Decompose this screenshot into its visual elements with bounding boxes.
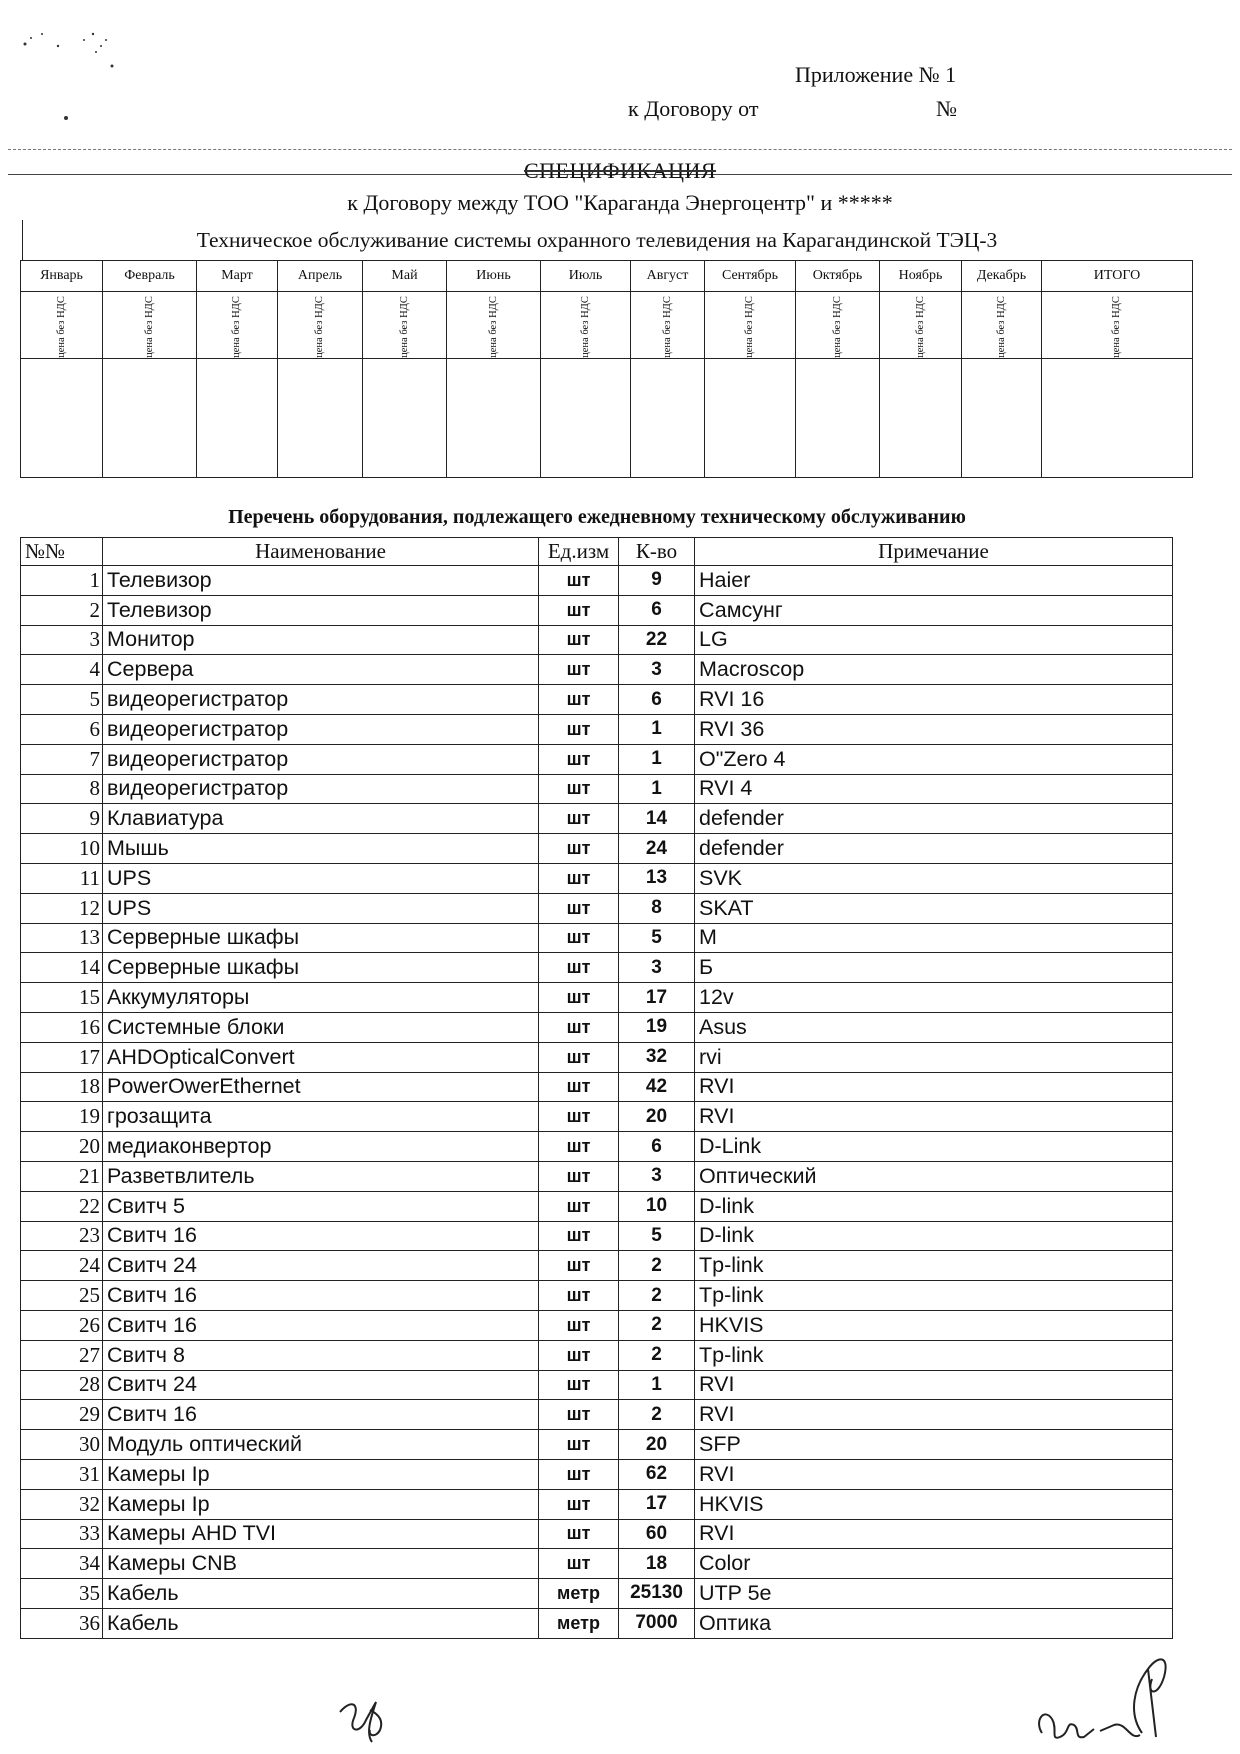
item-quantity: 5 [619,1221,695,1251]
item-name: Модуль оптический [103,1430,539,1460]
item-unit: шт [539,1430,619,1460]
item-name: Свитч 5 [103,1191,539,1221]
item-quantity: 18 [619,1549,695,1579]
item-unit: шт [539,893,619,923]
price-without-vat-label: цена без НДС [661,296,673,358]
row-number: 36 [21,1608,103,1638]
item-unit: шт [539,1221,619,1251]
month-header: Ноябрь [880,261,962,292]
table-row [21,1430,1173,1460]
item-name: Системные блоки [103,1012,539,1042]
row-number: 10 [21,834,103,864]
month-header: Январь [21,261,103,292]
month-header: Август [631,261,705,292]
item-quantity: 2 [619,1340,695,1370]
table-row [21,566,1173,596]
row-number: 29 [21,1400,103,1430]
item-name: Свитч 16 [103,1281,539,1311]
table-row [21,714,1173,744]
item-quantity: 6 [619,595,695,625]
price-value-row [21,359,1193,478]
row-number: 31 [21,1459,103,1489]
item-note: RVI [695,1102,1173,1132]
table-row [21,1549,1173,1579]
row-number: 3 [21,625,103,655]
row-number: 27 [21,1340,103,1370]
item-note: SFP [695,1430,1173,1460]
item-name: AHDOpticalConvert [103,1042,539,1072]
item-note: Оптический [695,1161,1173,1191]
price-cell[interactable] [962,359,1042,478]
price-without-vat-label: цена без НДС [831,296,843,358]
item-unit: шт [539,774,619,804]
row-number: 34 [21,1549,103,1579]
row-number: 7 [21,744,103,774]
equipment-header-row [21,538,1173,566]
month-header-row [21,261,1193,292]
note-column-header: Примечание [695,538,1173,566]
item-quantity: 8 [619,893,695,923]
item-unit: шт [539,655,619,685]
contract-number-label: № [936,96,957,121]
table-row [21,1102,1173,1132]
item-quantity: 9 [619,566,695,596]
item-unit: шт [539,1191,619,1221]
price-without-vat-label: цена без НДС [313,296,325,358]
item-note: RVI [695,1400,1173,1430]
table-row [21,923,1173,953]
table-row [21,655,1173,685]
scan-dashed-line [8,149,1232,150]
item-unit: шт [539,744,619,774]
item-note: RVI [695,1519,1173,1549]
item-quantity: 14 [619,804,695,834]
item-name: Кабель [103,1608,539,1638]
row-number: 28 [21,1370,103,1400]
item-quantity: 1 [619,774,695,804]
item-quantity: 3 [619,655,695,685]
item-name: Свитч 16 [103,1400,539,1430]
row-number: 22 [21,1191,103,1221]
item-quantity: 6 [619,1132,695,1162]
item-quantity: 1 [619,714,695,744]
month-header: Апрель [278,261,363,292]
spec-subtitle: к Договору между ТОО "Караганда Энергоцентр" и ***** [347,190,893,215]
row-number: 30 [21,1430,103,1460]
item-unit: метр [539,1579,619,1609]
item-note: Самсунг [695,595,1173,625]
item-name: Серверные шкафы [103,923,539,953]
item-name: Свитч 16 [103,1221,539,1251]
item-note: Asus [695,1012,1173,1042]
item-note: UTP 5e [695,1579,1173,1609]
item-note: D-Link [695,1132,1173,1162]
item-name: видеорегистратор [103,774,539,804]
item-name: грозащита [103,1102,539,1132]
row-number: 35 [21,1579,103,1609]
item-unit: шт [539,1549,619,1579]
item-name: Аккумуляторы [103,983,539,1013]
table-row [21,1221,1173,1251]
item-quantity: 3 [619,1161,695,1191]
item-name: Серверные шкафы [103,953,539,983]
row-number: 14 [21,953,103,983]
table-row [21,1310,1173,1340]
item-name: Свитч 16 [103,1310,539,1340]
item-name: UPS [103,893,539,923]
item-unit: шт [539,863,619,893]
item-quantity: 10 [619,1191,695,1221]
row-number: 21 [21,1161,103,1191]
item-note: Оптика [695,1608,1173,1638]
row-number: 1 [21,566,103,596]
row-number: 20 [21,1132,103,1162]
item-note: Haier [695,566,1173,596]
table-row [21,774,1173,804]
contract-reference-label: к Договору от [628,96,759,121]
item-quantity: 13 [619,863,695,893]
table-row [21,804,1173,834]
price-cell[interactable] [21,359,103,478]
item-name: видеорегистратор [103,685,539,715]
item-unit: шт [539,923,619,953]
item-name: видеорегистратор [103,744,539,774]
table-row [21,1072,1173,1102]
item-unit: шт [539,834,619,864]
item-quantity: 2 [619,1310,695,1340]
row-number: 2 [21,595,103,625]
month-header: Октябрь [796,261,880,292]
item-quantity: 17 [619,1489,695,1519]
item-unit: шт [539,983,619,1013]
row-number: 11 [21,863,103,893]
price-subheader-row [21,292,1193,359]
item-name: Камеры AHD TVI [103,1519,539,1549]
month-header: Июль [541,261,631,292]
item-name: Камеры CNB [103,1549,539,1579]
price-without-vat-label: цена без НДС [230,296,242,358]
item-note: LG [695,625,1173,655]
row-number: 16 [21,1012,103,1042]
row-number: 19 [21,1102,103,1132]
table-row [21,1132,1173,1162]
item-quantity: 60 [619,1519,695,1549]
row-number: 6 [21,714,103,744]
item-name: Свитч 8 [103,1340,539,1370]
price-without-vat-label: цена без НДС [487,296,499,358]
total-header: ИТОГО [1042,261,1193,292]
table-row [21,953,1173,983]
item-note: SVK [695,863,1173,893]
item-note: Tp-link [695,1251,1173,1281]
item-name: Монитор [103,625,539,655]
table-row [21,1519,1173,1549]
item-note: Tp-link [695,1281,1173,1311]
item-unit: шт [539,1310,619,1340]
row-number: 26 [21,1310,103,1340]
item-name: медиаконвертор [103,1132,539,1162]
table-row [21,1012,1173,1042]
table-row [21,685,1173,715]
item-note: defender [695,804,1173,834]
item-unit: шт [539,1340,619,1370]
table-row [21,1370,1173,1400]
row-number: 15 [21,983,103,1013]
item-quantity: 42 [619,1072,695,1102]
item-quantity: 19 [619,1012,695,1042]
price-cell[interactable] [447,359,541,478]
item-unit: шт [539,1161,619,1191]
item-quantity: 7000 [619,1608,695,1638]
item-unit: шт [539,1012,619,1042]
item-unit: шт [539,1102,619,1132]
table-row [21,863,1173,893]
item-note: RVI 36 [695,714,1173,744]
table-row [21,1340,1173,1370]
item-note: Tp-link [695,1340,1173,1370]
table-row [21,1608,1173,1638]
item-name: Клавиатура [103,804,539,834]
signature-mark [1030,1625,1180,1750]
item-unit: шт [539,1132,619,1162]
price-cell[interactable] [631,359,705,478]
item-quantity: 24 [619,834,695,864]
contract-reference [628,96,957,122]
item-unit: шт [539,1251,619,1281]
item-note: RVI [695,1459,1173,1489]
month-header: Март [197,261,278,292]
item-note: HKVIS [695,1310,1173,1340]
item-note: RVI [695,1370,1173,1400]
item-name: Сервера [103,655,539,685]
item-note: D-link [695,1191,1173,1221]
month-header: Февраль [103,261,197,292]
item-name: Свитч 24 [103,1251,539,1281]
month-header: Май [363,261,447,292]
item-unit: шт [539,595,619,625]
quantity-column-header: К-во [619,538,695,566]
month-header: Декабрь [962,261,1042,292]
item-unit: метр [539,1608,619,1638]
table-row [21,1579,1173,1609]
item-unit: шт [539,714,619,744]
table-row [21,834,1173,864]
price-cell[interactable] [541,359,631,478]
item-quantity: 20 [619,1102,695,1132]
unit-column-header: Ед.изм [539,538,619,566]
item-name: Свитч 24 [103,1370,539,1400]
item-name: Камеры Ip [103,1459,539,1489]
row-number: 23 [21,1221,103,1251]
item-unit: шт [539,1042,619,1072]
item-quantity: 2 [619,1281,695,1311]
item-note: rvi [695,1042,1173,1072]
item-unit: шт [539,1489,619,1519]
item-quantity: 1 [619,744,695,774]
row-number: 8 [21,774,103,804]
price-cell[interactable] [197,359,278,478]
month-header: Июнь [447,261,541,292]
row-number: 17 [21,1042,103,1072]
table-row [21,1191,1173,1221]
price-without-vat-label: цена без НДС [143,296,155,358]
name-column-header: Наименование [103,538,539,566]
item-unit: шт [539,566,619,596]
item-name: Разветвлитель [103,1161,539,1191]
item-quantity: 2 [619,1251,695,1281]
item-note: RVI [695,1072,1173,1102]
spec-title-text: СПЕЦИФИКАЦИЯ [523,158,717,183]
item-note: RVI 16 [695,685,1173,715]
table-row [21,1161,1173,1191]
item-note: М [695,923,1173,953]
item-quantity: 2 [619,1400,695,1430]
item-unit: шт [539,625,619,655]
item-unit: шт [539,1459,619,1489]
item-quantity: 6 [619,685,695,715]
price-without-vat-label: цена без НДС [1110,296,1122,358]
scan-specks [0,0,200,130]
item-unit: шт [539,1519,619,1549]
table-row [21,1251,1173,1281]
item-name: Телевизор [103,566,539,596]
item-unit: шт [539,1281,619,1311]
item-unit: шт [539,1400,619,1430]
item-unit: шт [539,953,619,983]
item-note: Б [695,953,1173,983]
table-row [21,1459,1173,1489]
table-row [21,595,1173,625]
item-name: видеорегистратор [103,714,539,744]
table-row [21,983,1173,1013]
table-row [21,744,1173,774]
price-cell[interactable] [278,359,363,478]
item-note: 12v [695,983,1173,1013]
item-note: defender [695,834,1173,864]
price-without-vat-label: цена без НДС [398,296,410,358]
row-number: 25 [21,1281,103,1311]
table-row [21,893,1173,923]
item-quantity: 3 [619,953,695,983]
service-title: Техническое обслуживание системы охранного телевидения на Карагандинской ТЭЦ-3 [196,228,998,252]
item-name: Мышь [103,834,539,864]
equipment-list-title: Перечень оборудования, подлежащего ежедневному техническому обслуживанию [228,506,966,528]
monthly-price-table [20,260,1193,478]
table-row [21,1042,1173,1072]
row-number: 5 [21,685,103,715]
item-note: Color [695,1549,1173,1579]
item-name: PowerOwerEthernet [103,1072,539,1102]
table-row [21,1281,1173,1311]
item-quantity: 22 [619,625,695,655]
item-name: Телевизор [103,595,539,625]
total-cell[interactable] [1042,359,1193,478]
table-row [21,1489,1173,1519]
item-quantity: 20 [619,1430,695,1460]
item-note: SKAT [695,893,1173,923]
item-note: Macroscop [695,655,1173,685]
spec-title [0,158,1240,184]
item-quantity: 32 [619,1042,695,1072]
item-unit: шт [539,685,619,715]
row-number: 13 [21,923,103,953]
row-number: 12 [21,893,103,923]
row-number: 9 [21,804,103,834]
price-without-vat-label: цена без НДС [914,296,926,358]
item-quantity: 62 [619,1459,695,1489]
appendix-title: Приложение № 1 [795,62,957,87]
item-quantity: 17 [619,983,695,1013]
table-row [21,1400,1173,1430]
row-number: 18 [21,1072,103,1102]
item-quantity: 5 [619,923,695,953]
price-without-vat-label: цена без НДС [995,296,1007,358]
price-without-vat-label: цена без НДС [55,296,67,358]
item-note: HKVIS [695,1489,1173,1519]
item-unit: шт [539,1370,619,1400]
item-note: RVI 4 [695,774,1173,804]
item-quantity: 1 [619,1370,695,1400]
price-cell[interactable] [880,359,962,478]
row-number: 33 [21,1519,103,1549]
item-unit: шт [539,804,619,834]
price-cell[interactable] [705,359,796,478]
item-unit: шт [539,1072,619,1102]
price-without-vat-label: цена без НДС [579,296,591,358]
price-without-vat-label: цена без НДС [743,296,755,358]
price-cell[interactable] [103,359,197,478]
row-number: 4 [21,655,103,685]
item-name: Камеры Ip [103,1489,539,1519]
item-name: Кабель [103,1579,539,1609]
price-cell[interactable] [363,359,447,478]
month-header: Сентябрь [705,261,796,292]
row-number: 32 [21,1489,103,1519]
number-column-header: №№ [21,538,103,566]
item-quantity: 25130 [619,1579,695,1609]
signature-mark [330,1690,400,1750]
row-number: 24 [21,1251,103,1281]
item-note: D-link [695,1221,1173,1251]
table-row [21,625,1173,655]
item-note: O"Zero 4 [695,744,1173,774]
price-cell[interactable] [796,359,880,478]
equipment-table [20,537,1173,1639]
item-name: UPS [103,863,539,893]
